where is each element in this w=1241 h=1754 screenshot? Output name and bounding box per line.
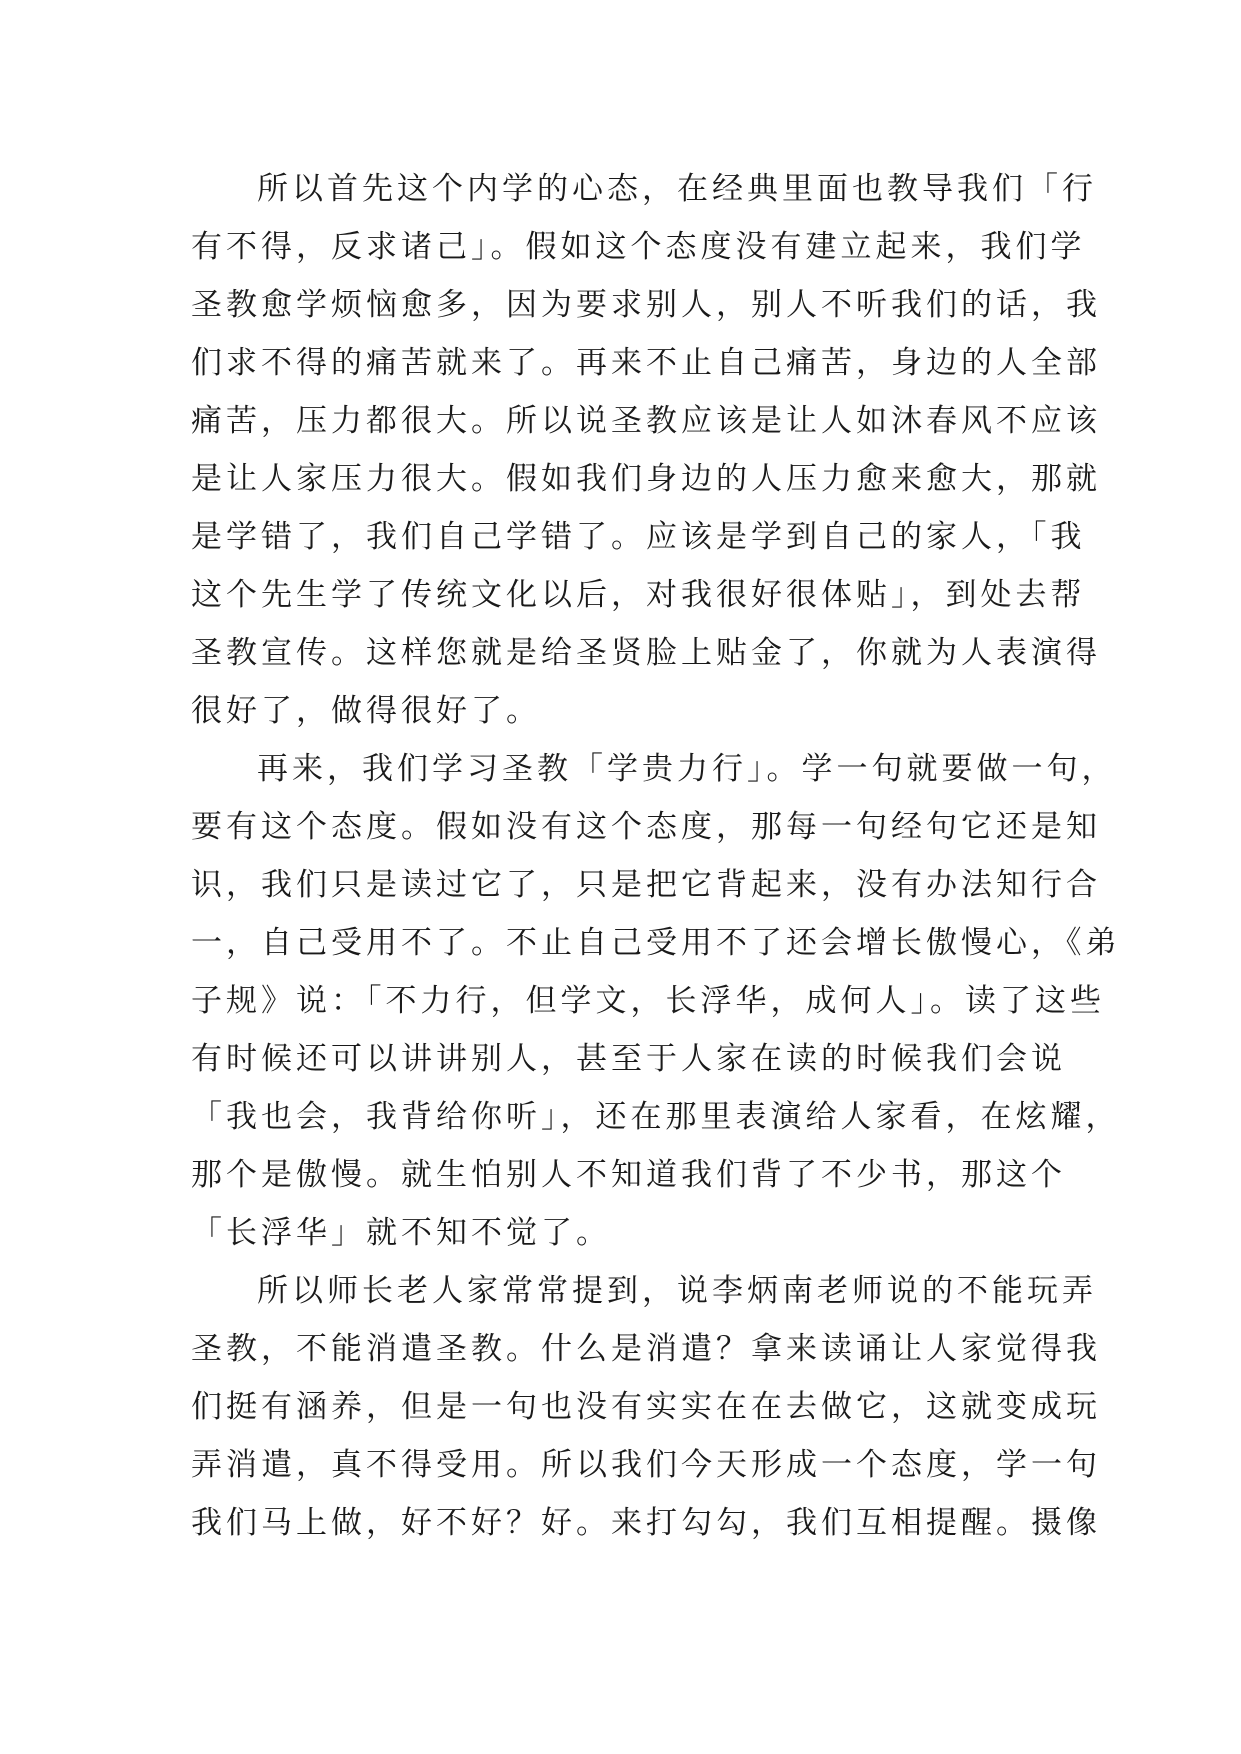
paragraph-3 [191,1262,1101,1552]
paragraph-2 [191,740,1121,1262]
text-line: 弄消遣，真不得受用。所以我们今天形成一个态度，学一句 [191,1447,1101,1483]
text-line: 那个是傲慢。就生怕别人不知道我们背了不少书，那这个 [191,1157,1066,1193]
text-line: 「我也会，我背给你听」，还在那里表演给人家看，在炫耀， [191,1099,1121,1135]
text-line: 所以师长老人家常常提到，说李炳南老师说的不能玩弄 [257,1273,1097,1309]
text-line: 痛苦，压力都很大。所以说圣教应该是让人如沐春风不应该 [191,403,1101,439]
text-line: 这个先生学了传统文化以后，对我很好很体贴」，到处去帮 [191,577,1086,613]
text-line: 圣教宣传。这样您就是给圣贤脸上贴金了，你就为人表演得 [191,635,1101,671]
text-line: 子规》说：「不力行，但学文，长浮华，成何人」。读了这些 [191,983,1105,1019]
text-line: 圣教愈学烦恼愈多，因为要求别人，别人不听我们的话，我 [191,287,1101,323]
text-line: 很好了，做得很好了。 [191,693,541,729]
body-text [191,160,1121,1552]
text-line: 是让人家压力很大。假如我们身边的人压力愈来愈大，那就 [191,461,1101,497]
text-line: 有时候还可以讲讲别人，甚至于人家在读的时候我们会说 [191,1041,1066,1077]
text-line: 识，我们只是读过它了，只是把它背起来，没有办法知行合 [191,867,1101,903]
text-line: 我们马上做，好不好？好。来打勾勾，我们互相提醒。摄像 [191,1505,1101,1541]
text-line: 圣教，不能消遣圣教。什么是消遣？拿来读诵让人家觉得我 [191,1331,1101,1367]
text-line: 再来，我们学习圣教「学贵力行」。学一句就要做一句， [257,751,1117,787]
text-line: 「长浮华」就不知不觉了。 [191,1215,611,1251]
text-line: 们挺有涵养，但是一句也没有实实在在去做它，这就变成玩 [191,1389,1101,1425]
text-line: 所以首先这个内学的心态，在经典里面也教导我们「行 [257,171,1097,207]
text-line: 们求不得的痛苦就来了。再来不止自己痛苦，身边的人全部 [191,345,1101,381]
text-line: 一，自己受用不了。不止自己受用不了还会增长傲慢心，《弟 [191,925,1121,961]
text-line: 是学错了，我们自己学错了。应该是学到自己的家人，「我 [191,519,1086,555]
text-line: 要有这个态度。假如没有这个态度，那每一句经句它还是知 [191,809,1101,845]
text-line: 有不得，反求诸己」。假如这个态度没有建立起来，我们学 [191,229,1086,265]
paragraph-1 [191,160,1101,740]
